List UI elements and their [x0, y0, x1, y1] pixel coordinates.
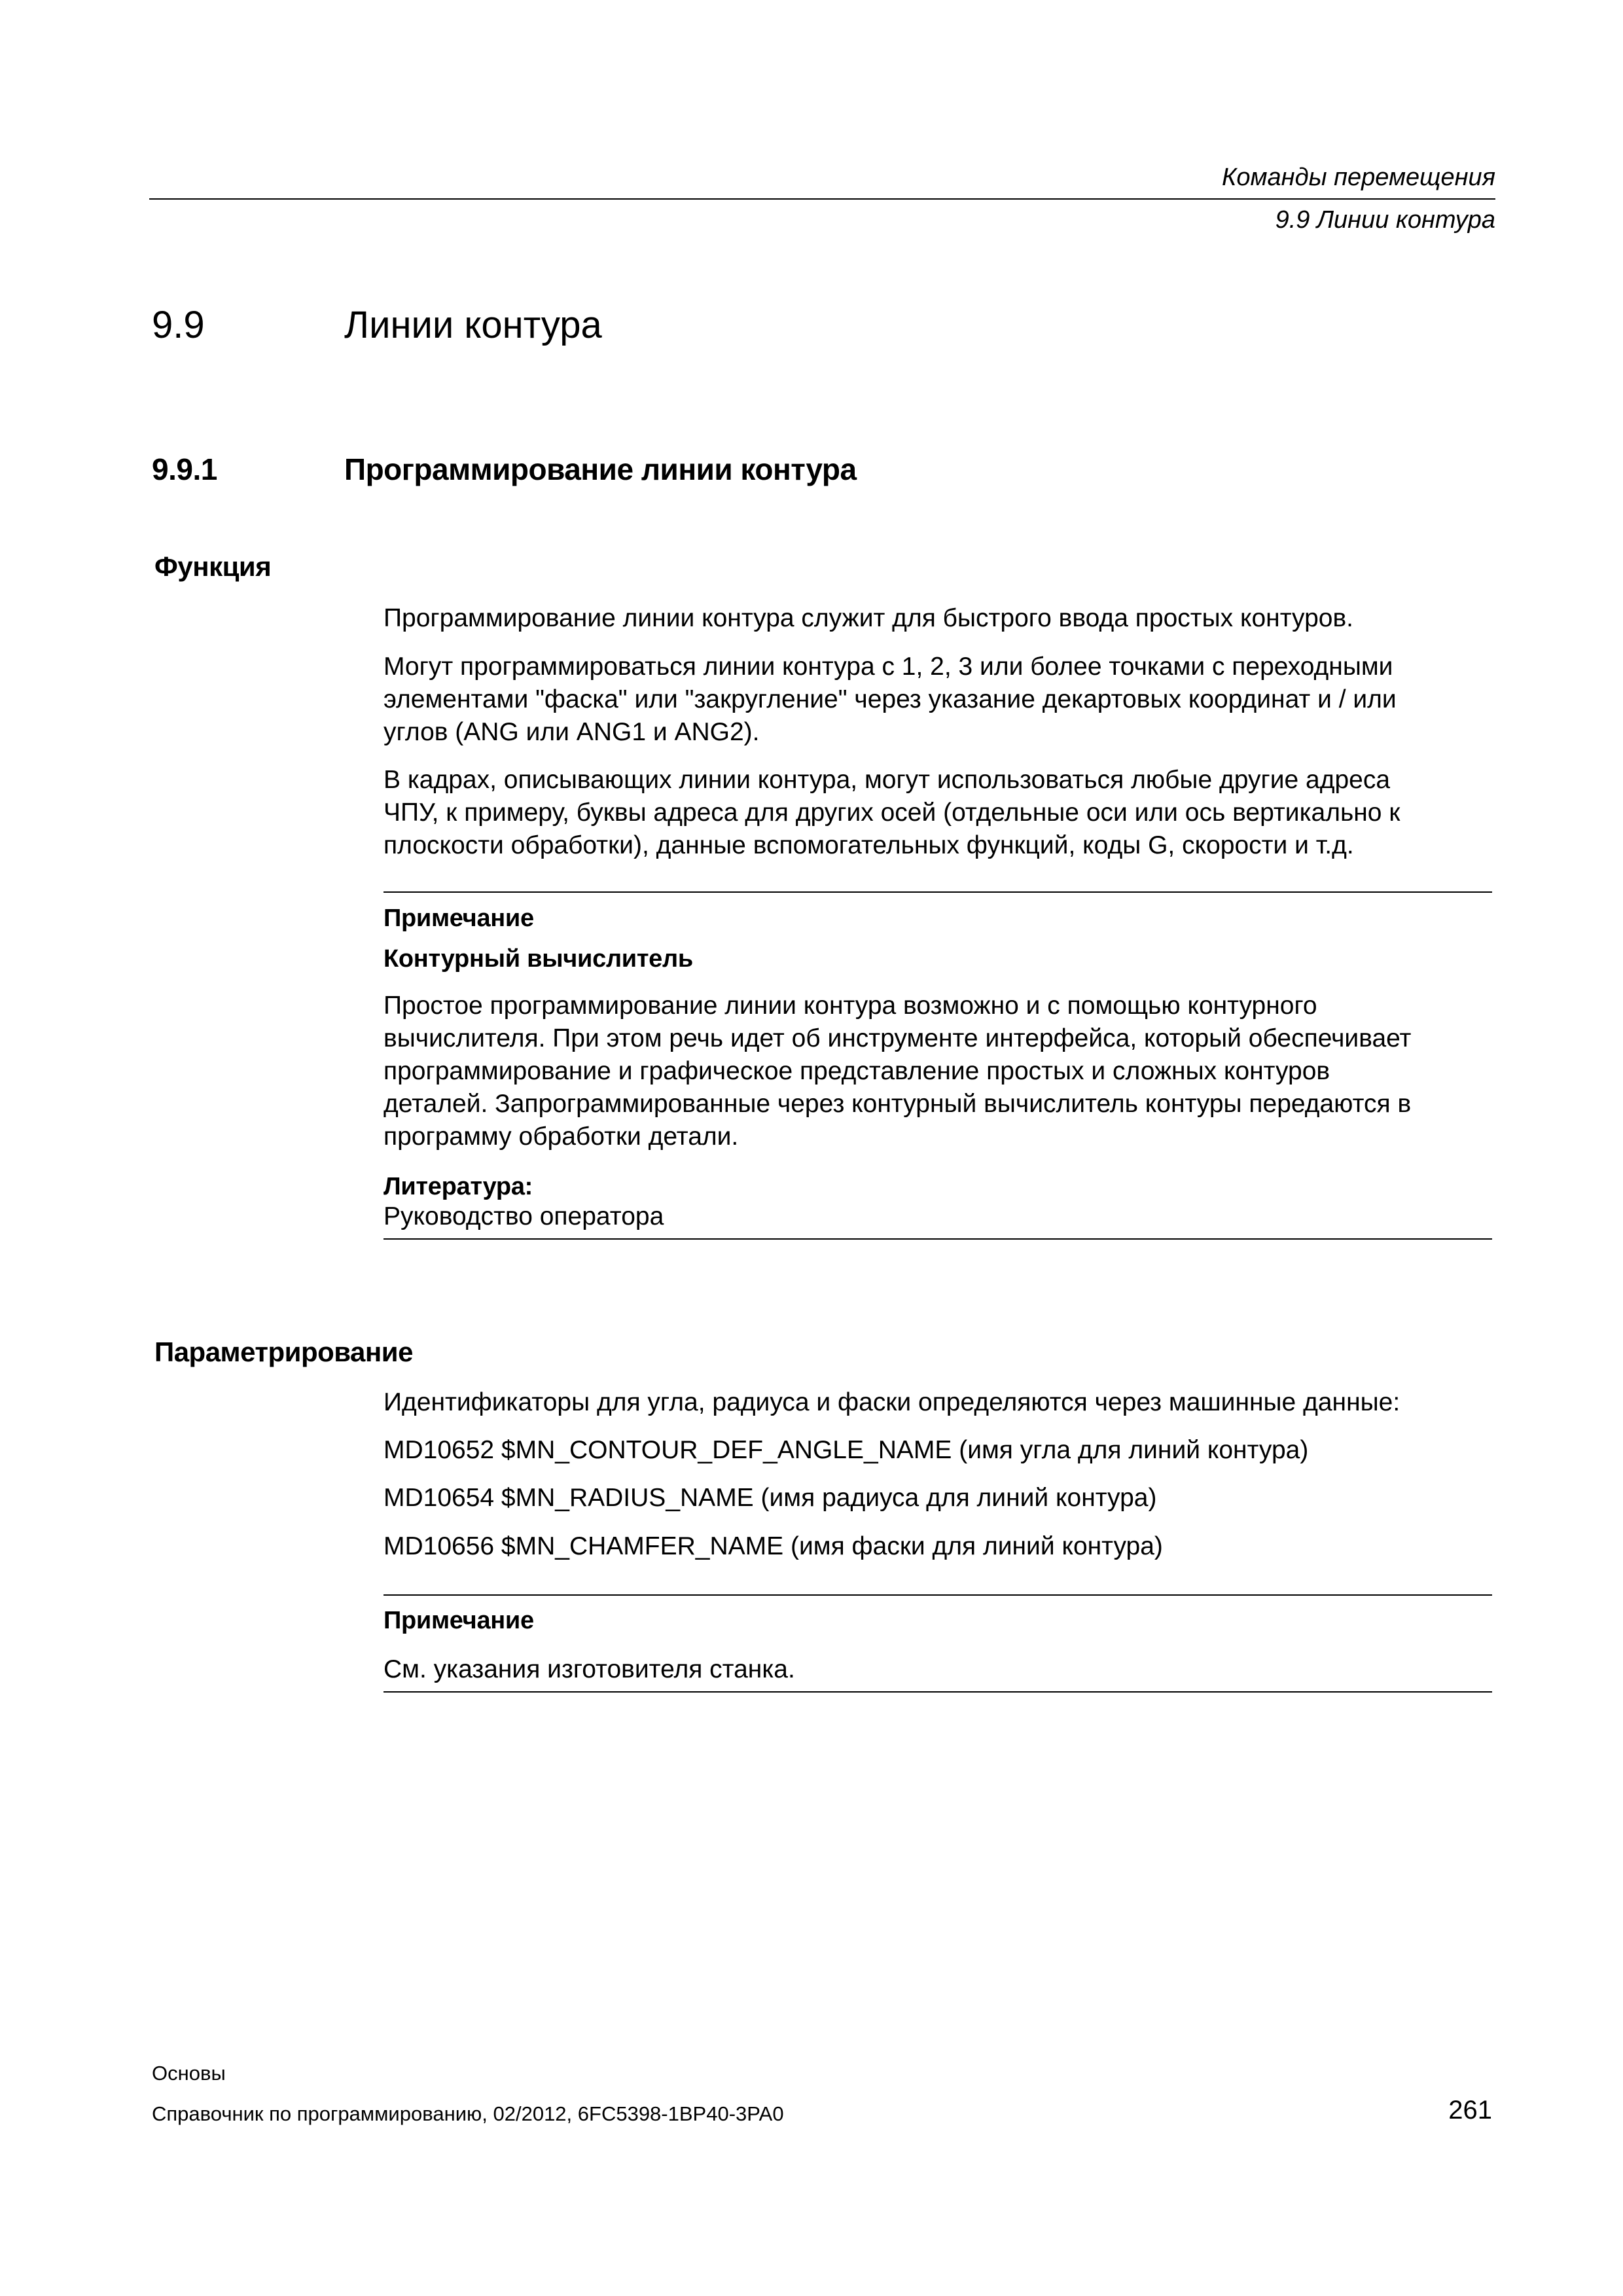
header-rule [149, 198, 1495, 200]
literature-label: Литература: [383, 1173, 533, 1200]
note2-rule-top [383, 1594, 1492, 1596]
section-title: Линии контура [344, 304, 602, 346]
page-number: 261 [1448, 2096, 1492, 2125]
note-text: Простое программирование линии контура возможно и с помощью контурного вычислителя. При этом речь идет об инструменте интерфейса, который обеспечивает программирование и графическое представление простых и сложных контуров деталей. Запрограммированные через контурный вычислитель контуры передаются в программу обработки детали. [383, 992, 1412, 1151]
footer-publication: Справочник по программированию, 02/2012, 6FC5398-1BP40-3PA0 [152, 2102, 784, 2125]
subsection-title: Программирование линии контура [344, 452, 857, 486]
section-number: 9.9 [152, 304, 205, 346]
note-rule-bottom [383, 1238, 1492, 1240]
note-title: Контурный вычислитель [383, 945, 693, 973]
note2-text: См. указания изготовителя станка. [383, 1655, 795, 1683]
param-item: MD10656 $MN_CHAMFER_NAME (имя фаски для линий контура) [383, 1532, 1163, 1560]
note2-rule-bottom [383, 1691, 1492, 1693]
subsection-number: 9.9.1 [152, 452, 217, 486]
param-item: MD10652 $MN_CONTOUR_DEF_ANGLE_NAME (имя угла для линий контура) [383, 1436, 1309, 1464]
running-header-section: 9.9 Линии контура [1275, 206, 1495, 234]
running-header-chapter: Команды перемещения [1221, 164, 1495, 191]
literature-text: Руководство оператора [383, 1202, 664, 1230]
function-heading: Функция [154, 551, 272, 582]
function-paragraph-3: В кадрах, описывающих линии контура, могут использоваться любые другие адреса ЧПУ, к примеру, буквы адреса для других осей (отдельные оси или ось вертикально к плоскости обработки), данные вспомогательных функций, коды G, скорости и т.д. [383, 766, 1400, 859]
function-paragraph-2: Могут программироваться линии контура с 1, 2, 3 или более точками с переходными элементами "фаска" или "закругление" через указание декартовых координат и / или углов (ANG или ANG1 и ANG2). [383, 653, 1397, 746]
param-intro: Идентификаторы для угла, радиуса и фаски определяются через машинные данные: [383, 1388, 1400, 1416]
footer-title: Основы [152, 2062, 226, 2085]
param-item: MD10654 $MN_RADIUS_NAME (имя радиуса для линий контура) [383, 1484, 1157, 1512]
note-label: Примечание [383, 905, 534, 932]
param-heading: Параметрирование [154, 1336, 413, 1367]
function-paragraph-1: Программирование линии контура служит для быстрого ввода простых контуров. [383, 604, 1354, 632]
note2-label: Примечание [383, 1607, 534, 1634]
note-rule-top [383, 891, 1492, 893]
